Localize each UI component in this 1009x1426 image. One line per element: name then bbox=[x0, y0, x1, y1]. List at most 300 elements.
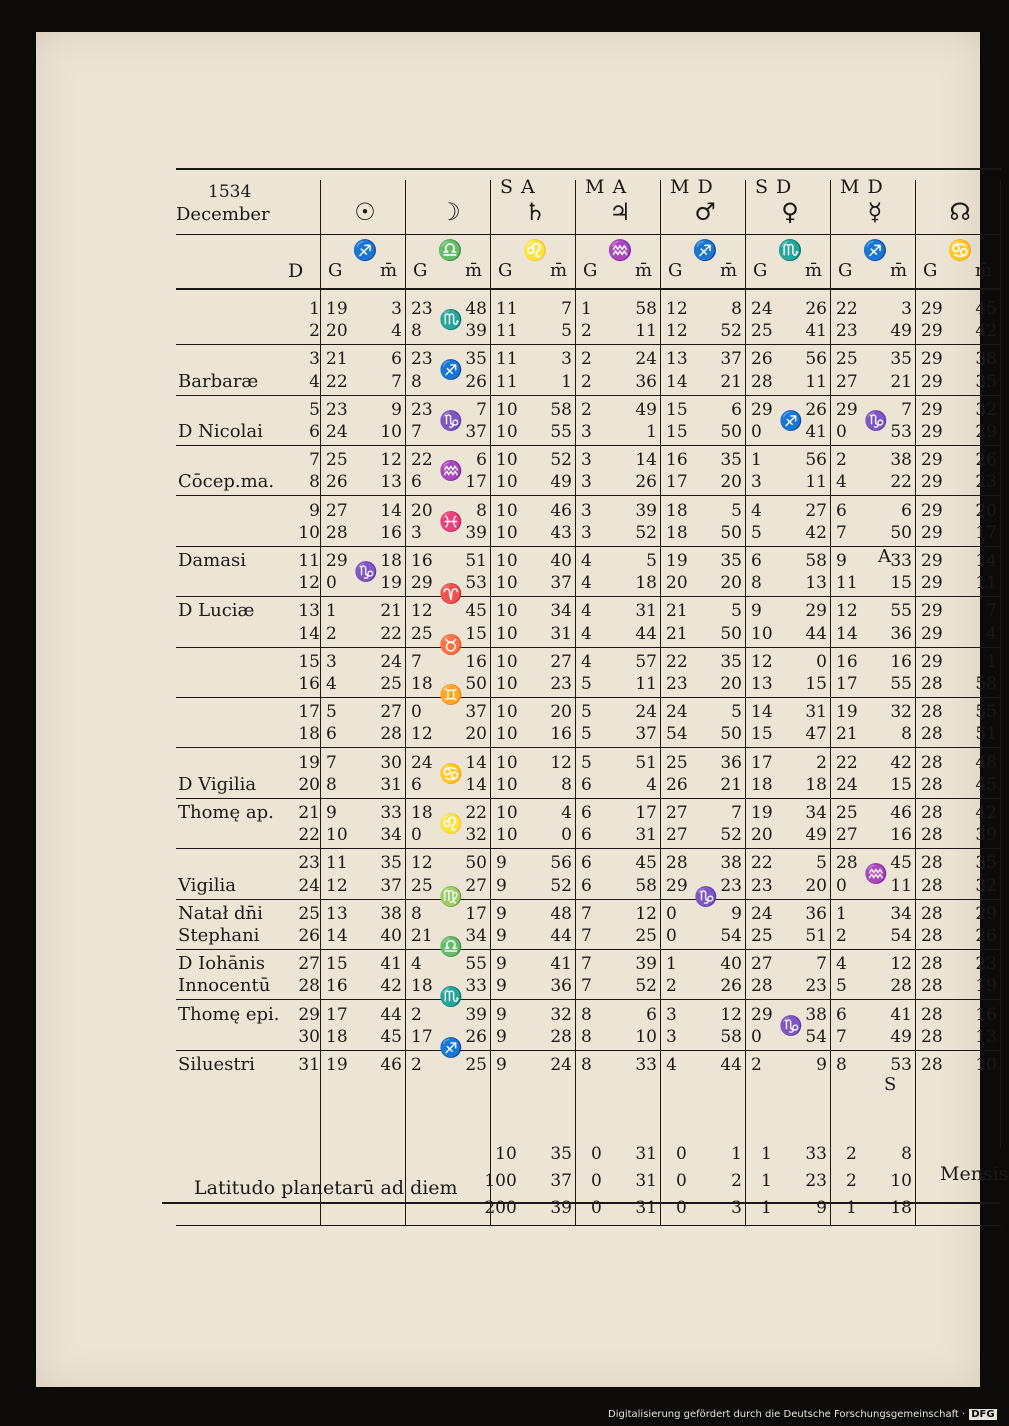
degree-value: 29 bbox=[921, 651, 943, 672]
degree-value: 10 bbox=[496, 601, 518, 622]
degree-value: 29 bbox=[411, 573, 433, 594]
day-number: 12 bbox=[298, 573, 320, 594]
degree-value: 26 bbox=[666, 774, 688, 795]
row-pair-rule bbox=[176, 798, 1001, 799]
minute-value: 11 bbox=[975, 573, 997, 594]
row-pair-rule bbox=[176, 344, 1001, 345]
degree-value: 2 bbox=[326, 623, 337, 644]
minute-value: 36 bbox=[890, 623, 912, 644]
row-pair-rule bbox=[176, 1050, 1001, 1051]
minute-value: 36 bbox=[720, 752, 742, 773]
minute-value: 44 bbox=[550, 926, 572, 946]
minute-value: 26 bbox=[465, 1026, 487, 1047]
minute-value: 28 bbox=[890, 976, 912, 997]
minute-value: 42 bbox=[380, 976, 402, 997]
degree-value: 6 bbox=[581, 825, 592, 846]
degree-value: 10 bbox=[496, 450, 518, 471]
minute-value: 11 bbox=[805, 371, 827, 392]
degree-value: 29 bbox=[751, 1004, 773, 1025]
row-pair-rule bbox=[176, 848, 1001, 849]
degree-value: 29 bbox=[836, 399, 858, 420]
degree-value: 29 bbox=[921, 623, 943, 644]
minute-value: 6 bbox=[391, 349, 402, 370]
minute-value: 52 bbox=[635, 522, 657, 543]
degree-value: 0 bbox=[836, 875, 847, 896]
minute-value: 16 bbox=[465, 651, 487, 672]
minute-value: 6 bbox=[731, 399, 742, 420]
minute-value: 8 bbox=[476, 500, 487, 521]
degree-value: 12 bbox=[836, 601, 858, 622]
minute-value: 52 bbox=[550, 450, 572, 471]
minute-value: 45 bbox=[465, 601, 487, 622]
minute-value: 42 bbox=[975, 803, 997, 823]
degree-value: 13 bbox=[666, 349, 688, 370]
degree-value: 2 bbox=[751, 1055, 762, 1075]
minute-value: 41 bbox=[890, 1004, 912, 1025]
degree-value: 3 bbox=[666, 1004, 677, 1025]
latitude-minute: 1 bbox=[731, 1144, 742, 1164]
minute-value: 57 bbox=[635, 651, 657, 672]
minute-value: 7 bbox=[816, 954, 827, 975]
degree-header: G bbox=[668, 260, 683, 281]
degree-header: G bbox=[583, 260, 598, 281]
degree-value: 8 bbox=[581, 1026, 592, 1047]
minute-value: 27 bbox=[380, 702, 402, 723]
degree-value: 28 bbox=[921, 1004, 943, 1025]
degree-value: 17 bbox=[666, 472, 688, 493]
degree-value: 24 bbox=[326, 422, 348, 442]
minute-value: 18 bbox=[805, 774, 827, 795]
latitude-minute: 31 bbox=[635, 1198, 657, 1218]
minute-value: 48 bbox=[550, 903, 572, 924]
degree-value: 29 bbox=[921, 522, 943, 543]
degree-value: 13 bbox=[751, 674, 773, 694]
degree-value: 29 bbox=[921, 450, 943, 471]
latitude-day: 1 bbox=[495, 1144, 506, 1164]
degree-value: 0 bbox=[836, 422, 847, 442]
minute-value: 46 bbox=[890, 803, 912, 823]
zodiac-transition-mark: ♑ bbox=[779, 1014, 803, 1037]
degree-value: 16 bbox=[326, 976, 348, 997]
degree-value: 9 bbox=[496, 926, 507, 946]
degree-value: 54 bbox=[666, 724, 688, 745]
degree-value: 6 bbox=[411, 774, 422, 795]
minute-value: 20 bbox=[975, 500, 997, 521]
degree-value: 21 bbox=[666, 601, 688, 622]
degree-value: 24 bbox=[751, 299, 773, 319]
degree-header: G bbox=[753, 260, 768, 281]
minute-value: 13 bbox=[805, 573, 827, 594]
row-pair-rule bbox=[176, 395, 1001, 396]
minute-value: 42 bbox=[975, 321, 997, 342]
minute-value: 53 bbox=[890, 422, 912, 442]
row-pair-rule bbox=[176, 596, 1001, 597]
column-divider bbox=[915, 180, 916, 1225]
degree-value: 3 bbox=[581, 522, 592, 543]
day-number: 4 bbox=[309, 371, 320, 392]
feast-day-name: Stephani bbox=[178, 925, 260, 946]
minute-value: 6 bbox=[476, 450, 487, 471]
feast-day-name: D Luciæ bbox=[178, 600, 255, 622]
minute-value: 10 bbox=[975, 1055, 997, 1075]
column-divider bbox=[660, 180, 661, 1225]
latitude-minute: 37 bbox=[550, 1171, 572, 1191]
degree-value: 17 bbox=[326, 1004, 348, 1025]
degree-value: 0 bbox=[751, 1026, 762, 1047]
minute-value: 50 bbox=[720, 522, 742, 543]
degree-value: 4 bbox=[326, 674, 337, 694]
degree-value: 19 bbox=[326, 1055, 348, 1075]
minute-value: 24 bbox=[635, 702, 657, 723]
zodiac-sign-header: ♎ bbox=[437, 238, 463, 262]
minute-value: 34 bbox=[890, 903, 912, 924]
minute-value: 13 bbox=[380, 472, 402, 493]
minute-value: 46 bbox=[550, 500, 572, 521]
latitude-degree: 0 bbox=[676, 1144, 687, 1164]
note-s: S bbox=[884, 1074, 897, 1095]
day-number: 30 bbox=[298, 1026, 320, 1047]
minute-value: 12 bbox=[380, 450, 402, 471]
minute-value: 54 bbox=[890, 926, 912, 946]
degree-value: 2 bbox=[836, 926, 847, 946]
minute-value: 55 bbox=[465, 954, 487, 975]
degree-value: 12 bbox=[751, 651, 773, 672]
dfg-logo: DFG bbox=[971, 1409, 995, 1420]
zodiac-transition-mark: ♐ bbox=[439, 1036, 463, 1059]
degree-value: 4 bbox=[836, 472, 847, 493]
degree-value: 25 bbox=[836, 803, 858, 823]
planet-symbol: ☽ bbox=[439, 198, 461, 226]
degree-value: 15 bbox=[751, 724, 773, 745]
latitude-degree: 1 bbox=[761, 1198, 772, 1218]
degree-value: 16 bbox=[836, 651, 858, 672]
planet-symbol: ☉ bbox=[354, 198, 376, 226]
degree-value: 14 bbox=[751, 702, 773, 723]
degree-value: 3 bbox=[581, 472, 592, 493]
minute-value: 15 bbox=[805, 674, 827, 694]
degree-value: 29 bbox=[921, 299, 943, 319]
degree-value: 11 bbox=[496, 321, 518, 342]
minute-value: 4 bbox=[391, 321, 402, 342]
minute-value: 42 bbox=[805, 522, 827, 543]
month-heading: December bbox=[176, 204, 270, 225]
degree-value: 0 bbox=[666, 926, 677, 946]
degree-value: 28 bbox=[921, 1026, 943, 1047]
minute-value: 19 bbox=[975, 976, 997, 997]
degree-value: 0 bbox=[411, 825, 422, 846]
degree-value: 25 bbox=[411, 875, 433, 896]
degree-value: 3 bbox=[666, 1026, 677, 1047]
minute-value: 9 bbox=[816, 1055, 827, 1075]
day-number: 20 bbox=[298, 774, 320, 795]
minute-value: 5 bbox=[646, 551, 657, 571]
feast-day-name: Barbaræ bbox=[178, 370, 259, 392]
degree-value: 7 bbox=[581, 976, 592, 997]
degree-value: 8 bbox=[581, 1004, 592, 1025]
latitude-degree: 0 bbox=[676, 1198, 687, 1218]
degree-value: 9 bbox=[326, 803, 337, 823]
minute-value: 7 bbox=[391, 371, 402, 392]
degree-value: 24 bbox=[751, 903, 773, 924]
degree-value: 9 bbox=[496, 976, 507, 997]
minute-value: 26 bbox=[975, 450, 997, 471]
degree-value: 3 bbox=[751, 472, 762, 493]
degree-value: 27 bbox=[836, 825, 858, 846]
minute-value: 20 bbox=[550, 702, 572, 723]
minute-value: 24 bbox=[380, 651, 402, 672]
degree-value: 10 bbox=[496, 551, 518, 571]
minute-value: 11 bbox=[635, 674, 657, 694]
minute-value: 29 bbox=[805, 601, 827, 622]
minute-value: 31 bbox=[380, 774, 402, 795]
zodiac-transition-mark: ♈ bbox=[439, 583, 463, 606]
day-number: 10 bbox=[298, 522, 320, 543]
day-number: 6 bbox=[309, 422, 320, 442]
planet-symbol: ☿ bbox=[867, 198, 883, 226]
planet-symbol: ♂ bbox=[694, 198, 716, 226]
degree-value: 0 bbox=[326, 573, 337, 594]
column-divider bbox=[830, 180, 831, 1225]
minute-value: 37 bbox=[550, 573, 572, 594]
degree-value: 3 bbox=[411, 522, 422, 543]
degree-value: 8 bbox=[751, 573, 762, 594]
minute-value: 39 bbox=[465, 321, 487, 342]
degree-value: 1 bbox=[326, 601, 337, 622]
degree-value: 10 bbox=[496, 500, 518, 521]
degree-value: 28 bbox=[751, 371, 773, 392]
minute-value: 29 bbox=[975, 903, 997, 924]
zodiac-transition-mark: ♉ bbox=[439, 633, 463, 656]
minute-value: 28 bbox=[550, 1026, 572, 1047]
minute-header: m̄ bbox=[720, 260, 738, 281]
day-number: 26 bbox=[298, 926, 320, 946]
minute-value: 56 bbox=[550, 853, 572, 874]
degree-value: 12 bbox=[411, 853, 433, 874]
degree-value: 28 bbox=[751, 976, 773, 997]
degree-value: 21 bbox=[836, 724, 858, 745]
minute-value: 37 bbox=[635, 724, 657, 745]
degree-value: 29 bbox=[921, 500, 943, 521]
day-number: 31 bbox=[298, 1055, 320, 1075]
latitude-degree: 0 bbox=[506, 1144, 517, 1164]
degree-value: 22 bbox=[326, 371, 348, 392]
minute-value: 40 bbox=[380, 926, 402, 946]
minute-value: 44 bbox=[380, 1004, 402, 1025]
latitude-day: 20 bbox=[484, 1198, 506, 1218]
latitude-degree: 2 bbox=[846, 1144, 857, 1164]
minute-value: 50 bbox=[720, 422, 742, 442]
minute-value: 43 bbox=[550, 522, 572, 543]
degree-value: 23 bbox=[326, 399, 348, 420]
bottom-rule bbox=[162, 1202, 1000, 1204]
day-number: 2 bbox=[309, 321, 320, 342]
degree-value: 12 bbox=[666, 299, 688, 319]
minute-value: 25 bbox=[380, 674, 402, 694]
degree-value: 2 bbox=[581, 349, 592, 370]
minute-value: 16 bbox=[550, 724, 572, 745]
row-pair-rule bbox=[176, 445, 1001, 446]
latitude-minute: 8 bbox=[901, 1144, 912, 1164]
minute-value: 52 bbox=[550, 875, 572, 896]
degree-value: 25 bbox=[836, 349, 858, 370]
degree-value: 15 bbox=[666, 399, 688, 420]
degree-value: 6 bbox=[326, 724, 337, 745]
degree-value: 22 bbox=[666, 651, 688, 672]
minute-value: 5 bbox=[731, 500, 742, 521]
latitude-degree: 1 bbox=[761, 1171, 772, 1191]
minute-value: 35 bbox=[720, 450, 742, 471]
minute-header: m̄ bbox=[805, 260, 823, 281]
minute-value: 19 bbox=[380, 573, 402, 594]
row-pair-rule bbox=[176, 495, 1001, 496]
latitude-degree: 0 bbox=[591, 1144, 602, 1164]
degree-value: 7 bbox=[581, 926, 592, 946]
degree-value: 7 bbox=[836, 1026, 847, 1047]
minute-value: 5 bbox=[731, 601, 742, 622]
degree-value: 28 bbox=[921, 803, 943, 823]
minute-value: 25 bbox=[465, 1055, 487, 1075]
degree-value: 28 bbox=[921, 1055, 943, 1075]
planet-symbol: ♃ bbox=[609, 198, 631, 226]
minute-value: 26 bbox=[805, 299, 827, 319]
day-number: 17 bbox=[298, 702, 320, 723]
minute-value: 53 bbox=[465, 573, 487, 594]
minute-value: 44 bbox=[805, 623, 827, 644]
degree-value: 25 bbox=[666, 752, 688, 773]
degree-value: 4 bbox=[411, 954, 422, 975]
minute-value: 39 bbox=[635, 500, 657, 521]
minute-value: 11 bbox=[890, 875, 912, 896]
latitude-degree: 1 bbox=[846, 1198, 857, 1218]
minute-value: 39 bbox=[465, 1004, 487, 1025]
degree-value: 29 bbox=[666, 875, 688, 896]
zodiac-sign-header: ♐ bbox=[352, 238, 378, 262]
minute-value: 58 bbox=[975, 674, 997, 694]
minute-value: 38 bbox=[805, 1004, 827, 1025]
degree-header: G bbox=[413, 260, 428, 281]
minute-value: 50 bbox=[465, 853, 487, 874]
degree-value: 15 bbox=[666, 422, 688, 442]
minute-value: 15 bbox=[890, 573, 912, 594]
degree-value: 27 bbox=[836, 371, 858, 392]
degree-value: 24 bbox=[411, 752, 433, 773]
degree-value: 12 bbox=[326, 875, 348, 896]
minute-value: 5 bbox=[731, 702, 742, 723]
planet-symbol: ♄ bbox=[524, 198, 546, 226]
minute-value: 58 bbox=[635, 299, 657, 319]
minute-value: 49 bbox=[550, 472, 572, 493]
degree-value: 10 bbox=[496, 422, 518, 442]
minute-value: 29 bbox=[975, 422, 997, 442]
latitude-minute: 31 bbox=[635, 1171, 657, 1191]
minute-value: 12 bbox=[890, 954, 912, 975]
degree-value: 6 bbox=[751, 551, 762, 571]
minute-value: 51 bbox=[805, 926, 827, 946]
degree-header: G bbox=[923, 260, 938, 281]
minute-value: 35 bbox=[465, 349, 487, 370]
minute-value: 52 bbox=[720, 825, 742, 846]
minute-value: 23 bbox=[550, 674, 572, 694]
degree-value: 5 bbox=[581, 752, 592, 773]
degree-value: 29 bbox=[326, 551, 348, 571]
minute-value: 1 bbox=[561, 371, 572, 392]
header-rule bbox=[176, 234, 1001, 235]
degree-value: 22 bbox=[836, 299, 858, 319]
degree-value: 28 bbox=[921, 976, 943, 997]
minute-value: 36 bbox=[805, 903, 827, 924]
minute-value: 42 bbox=[890, 752, 912, 773]
footer-text: Digitalisierung gefördert durch die Deutsche Forschungsgemeinschaft · bbox=[608, 1409, 966, 1420]
degree-value: 19 bbox=[326, 299, 348, 319]
degree-value: 19 bbox=[836, 702, 858, 723]
planet-direction: M D bbox=[840, 176, 884, 198]
row-pair-rule bbox=[176, 999, 1001, 1000]
degree-value: 4 bbox=[751, 500, 762, 521]
zodiac-transition-mark: ♑ bbox=[354, 561, 378, 583]
degree-value: 7 bbox=[326, 752, 337, 773]
degree-value: 12 bbox=[411, 601, 433, 622]
degree-value: 6 bbox=[581, 853, 592, 874]
degree-value: 4 bbox=[581, 551, 592, 571]
minute-header: m̄ bbox=[635, 260, 653, 281]
minute-value: 55 bbox=[550, 422, 572, 442]
minute-value: 23 bbox=[975, 472, 997, 493]
degree-value: 9 bbox=[751, 601, 762, 622]
minute-value: 18 bbox=[380, 551, 402, 571]
planet-direction: M A bbox=[585, 176, 628, 198]
degree-value: 0 bbox=[751, 422, 762, 442]
degree-value: 7 bbox=[581, 954, 592, 975]
degree-value: 25 bbox=[411, 623, 433, 644]
zodiac-transition-mark: ♎ bbox=[439, 936, 463, 958]
degree-value: 1 bbox=[836, 903, 847, 924]
degree-value: 5 bbox=[581, 702, 592, 723]
degree-value: 4 bbox=[666, 1055, 677, 1075]
minute-value: 22 bbox=[465, 803, 487, 823]
day-number: 5 bbox=[309, 399, 320, 420]
minute-value: 5 bbox=[816, 853, 827, 874]
minute-value: 56 bbox=[805, 349, 827, 370]
degree-value: 17 bbox=[751, 752, 773, 773]
degree-value: 25 bbox=[326, 450, 348, 471]
degree-value: 29 bbox=[921, 573, 943, 594]
minute-value: 32 bbox=[890, 702, 912, 723]
degree-value: 11 bbox=[496, 349, 518, 370]
feast-day-name: Thomę epi. bbox=[178, 1003, 280, 1025]
degree-value: 7 bbox=[836, 522, 847, 543]
degree-value: 26 bbox=[326, 472, 348, 493]
latitude-minute: 2 bbox=[731, 1171, 742, 1191]
degree-value: 10 bbox=[496, 724, 518, 745]
degree-value: 10 bbox=[496, 651, 518, 672]
minute-value: 32 bbox=[975, 875, 997, 896]
row-pair-rule bbox=[176, 647, 1001, 648]
degree-value: 2 bbox=[581, 321, 592, 342]
row-pair-rule bbox=[176, 747, 1001, 748]
latitude-degree: 1 bbox=[761, 1144, 772, 1164]
zodiac-transition-mark: ♐ bbox=[779, 409, 803, 432]
degree-value: 2 bbox=[411, 1055, 422, 1075]
degree-value: 17 bbox=[836, 674, 858, 694]
minute-value: 10 bbox=[380, 422, 402, 442]
minute-value: 58 bbox=[720, 1026, 742, 1047]
latitude-minute: 33 bbox=[805, 1144, 827, 1164]
minute-value: 13 bbox=[975, 1026, 997, 1047]
degree-value: 29 bbox=[921, 399, 943, 420]
degree-value: 16 bbox=[411, 551, 433, 571]
degree-value: 6 bbox=[411, 472, 422, 493]
degree-value: 8 bbox=[581, 1055, 592, 1075]
